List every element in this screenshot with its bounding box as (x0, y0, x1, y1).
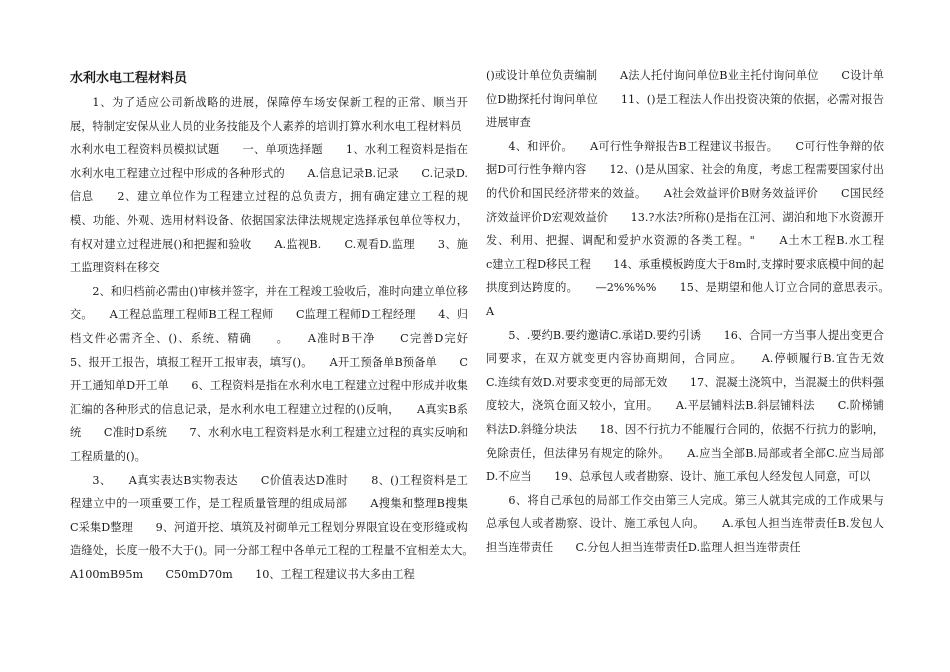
paragraph: 4、和评价。 A可行性争辩报告B工程建议书报告。 C可行性争辩的依据D可行性争辩内容 12、()是从国家、社会的角度，考虑工程需要国家付出的代价和国民经济带来的效益。 A社会效益评价B财务效益评价 C国民经济效益评价D宏观效益价 13.?水法?所称()是指在江河、湖泊和地下水资源开发、利用、把握、调配和爱护水资源的各类工程。" A土木工程B.水工程 c建立工程D移民工程 14、承重模板跨度大于8m时,支撑时要求底模中间的起拱度到达跨度的。 —2%%%% 15、是期望和他人订立合同的意思表示。 A (486, 139, 907, 318)
right-column (486, 64, 907, 559)
paragraph: 1、为了适应公司新战略的进展，保障停车场安保新工程的正常、顺当开展，特制定安保从业人员的业务技能及个人素养的培训打算水利水电工程材料员 (70, 96, 468, 133)
paragraph: 3、 A真实表达B实物表达 C价值表达D准时 8、()工程资料是工程建立中的一项重要工作，是工程质量管理的组成局部 A搜集和整理B搜集 C采集D整理 9、河道开挖、填筑及衬砌单元工程划分界限宜设在变形缝或构造缝处，长度一般不大于()。同一分部工程中各单元工程的工程量不宜相差太大。 A100mB95m C50mD70m 10、工程工程建议书大多由工程 (70, 473, 491, 581)
paragraph: 5、.要约B.要约邀请C.承诺D.要约引诱 16、合同一方当事人提出变更合同要求，在双方就变更内容协商期间，合同应。 A.停顿履行B.宜告无效 C.连续有效D.对要求变更的局部无效 17、混凝土浇筑中，当混凝土的供料强度较大，浇筑仓面又较小，宜用。 A.平层铺料法B.斜层铺料法 C.阶梯铺料法D.斜缝分块法 18、因不行抗力不能履行合同的，依据不行抗力的影响，免除责任，但法律另有规定的除外。 A.应当全部B.局部或者全部C.应当局部D.不应当 19、总承包人或者勘察、设计、施工承包人经发包人同意，可以 (486, 328, 907, 484)
paragraph: ()或设计单位负责编制 A法人托付询问单位B业主托付询问单位 C设计单位D勘探托付询问单位 11、()是工程法人作出投资决策的依据，必需对报告进展审查 (486, 69, 884, 130)
paragraph: 6、将自己承包的局部工作交由第三人完成。第三人就其完成的工作成果与总承包人或者勘察、设计、施工承包人向。 A.承包人担当连带责任B.发包人担当连带责任 C.分包人担当连带责任D.监理人担当连带责任 (486, 493, 884, 554)
paragraph: 水利水电工程资料员模拟试题 一、单项选择题 1、水利工程资料是指在水利水电工程建立过程中形成的各种形式的 A.信息记录B.记录 C.记录D.信息 2、建立单位作为工程建立过程的总负责方，拥有确定建立工程的规模、功能、外观、选用材料设备、依据国家法律法规规定选择承包单位等权力，有权对建立过程进展()和把握和验收 A.监视B. C.观看D.监理 3、施工监理资料在移交 (70, 143, 468, 275)
document-title: 水利水电工程材料员 (70, 71, 188, 86)
left-column (70, 68, 491, 586)
paragraph: 2、和归档前必需由()审核并签字，并在工程竣工验收后，准时向建立单位移交。 A工程总监理工程师B工程工程师 C监理工程师D工程经理 4、归档文件必需齐全、()、系统、精确 。 A准时B干净 C完善D完好 5、报开工报告，填报工程开工报审表，填写()。 A开工预备单B预备单 C开工通知单D开工单 6、工程资料是指在水利水电工程建立过程中形成并收集汇编的各种形式的信息记录，是水利水电工程建立过程的()反响， A真实B系统 C准时D系统 7、水利水电工程资料是水利工程建立过程的真实反响和工程质量的()。 (70, 284, 491, 463)
